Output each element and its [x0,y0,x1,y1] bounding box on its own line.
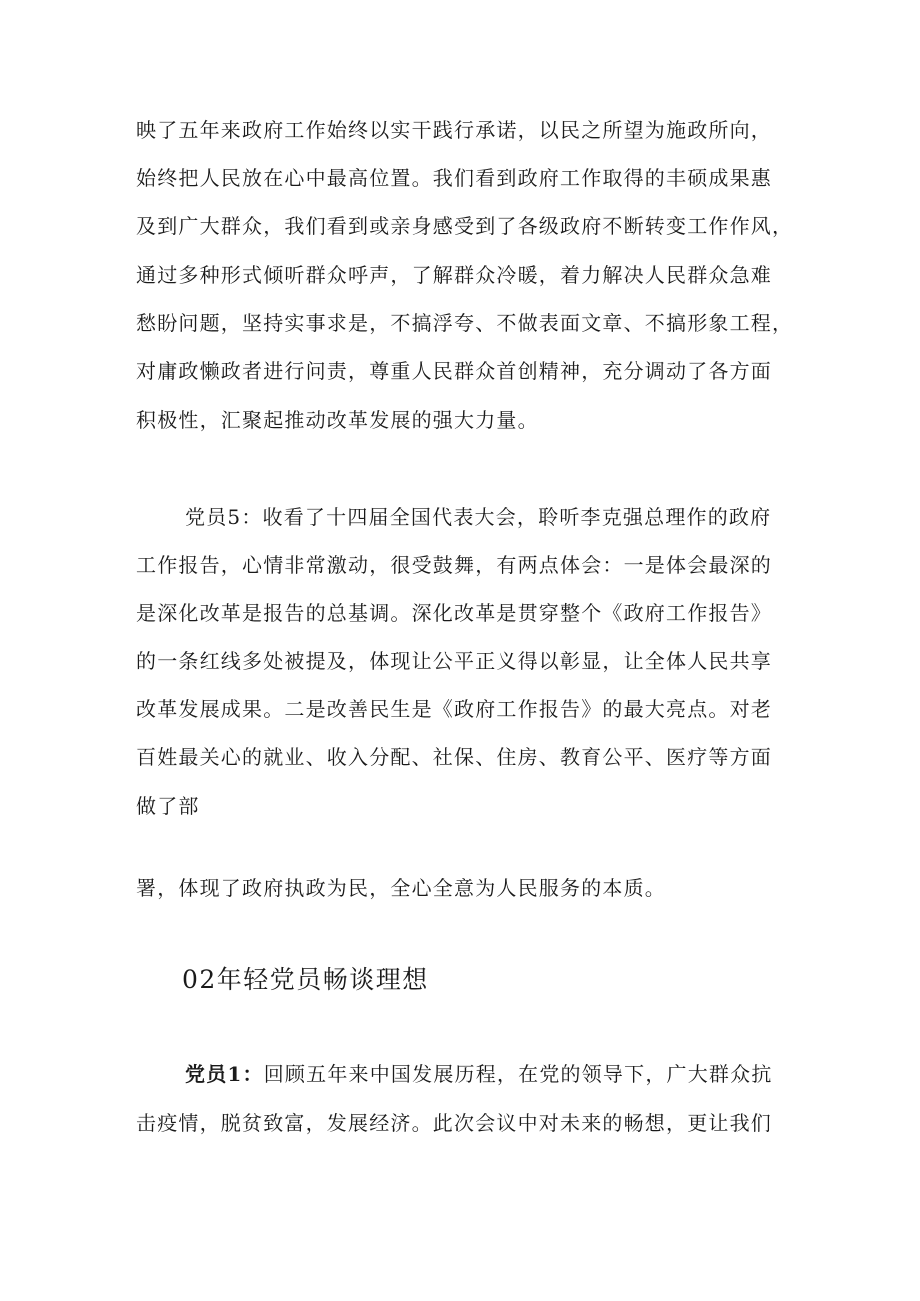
text-line: 改革发展成果。二是改善民生是《政府工作报告》的最大亮点。对老 [136,697,772,721]
text-line: 击疫情，脱贫致富，发展经济。此次会议中对未来的畅想，更让我们 [136,1111,772,1135]
text-line: 愁盼问题，坚持实事求是，不搞浮夸、不做表面文章、不搞形象工程， [136,311,794,335]
text-line: 署，体现了政府执政为民，全心全意为人民服务的本质。 [136,876,666,900]
text-line: 百姓最关心的就业、收入分配、社保、住房、教育公平、医疗等方面 [136,745,772,769]
speaker-label: 党员1： [185,1062,264,1086]
text-line [185,1062,773,1086]
text-line: 映了五年来政府工作始终以实干践行承诺，以民之所望为施政所向， [136,118,772,142]
text-line: 积极性，汇聚起推动改革发展的强大力量。 [136,408,539,432]
section-heading: 02年轻党员畅谈理想 [182,965,429,994]
text-line: 始终把人民放在心中最高位置。我们看到政府工作取得的丰硕成果惠 [136,166,772,190]
line-text: 回顾五年来中国发展历程，在党的领导下，广大群众抗 [263,1062,773,1086]
text-line: 党员5：收看了十四届全国代表大会，聆听李克强总理作的政府 [185,505,772,529]
text-line: 工作报告，心情非常激动，很受鼓舞，有两点体会：一是体会最深的 [136,553,772,577]
text-line: 做了部 [136,794,200,818]
text-line: 及到广大群众，我们看到或亲身感受到了各级政府不断转变工作作风， [136,214,794,238]
text-line: 是深化改革是报告的总基调。深化改革是贯穿整个《政府工作报告》 [136,601,772,625]
text-line: 对庸政懒政者进行问责，尊重人民群众首创精神，充分调动了各方面 [136,359,772,383]
text-line: 通过多种形式倾听群众呼声，了解群众冷暖，着力解决人民群众急难 [136,263,772,287]
text-line: 的一条红线多处被提及，体现让公平正义得以彰显，让全体人民共享 [136,649,772,673]
